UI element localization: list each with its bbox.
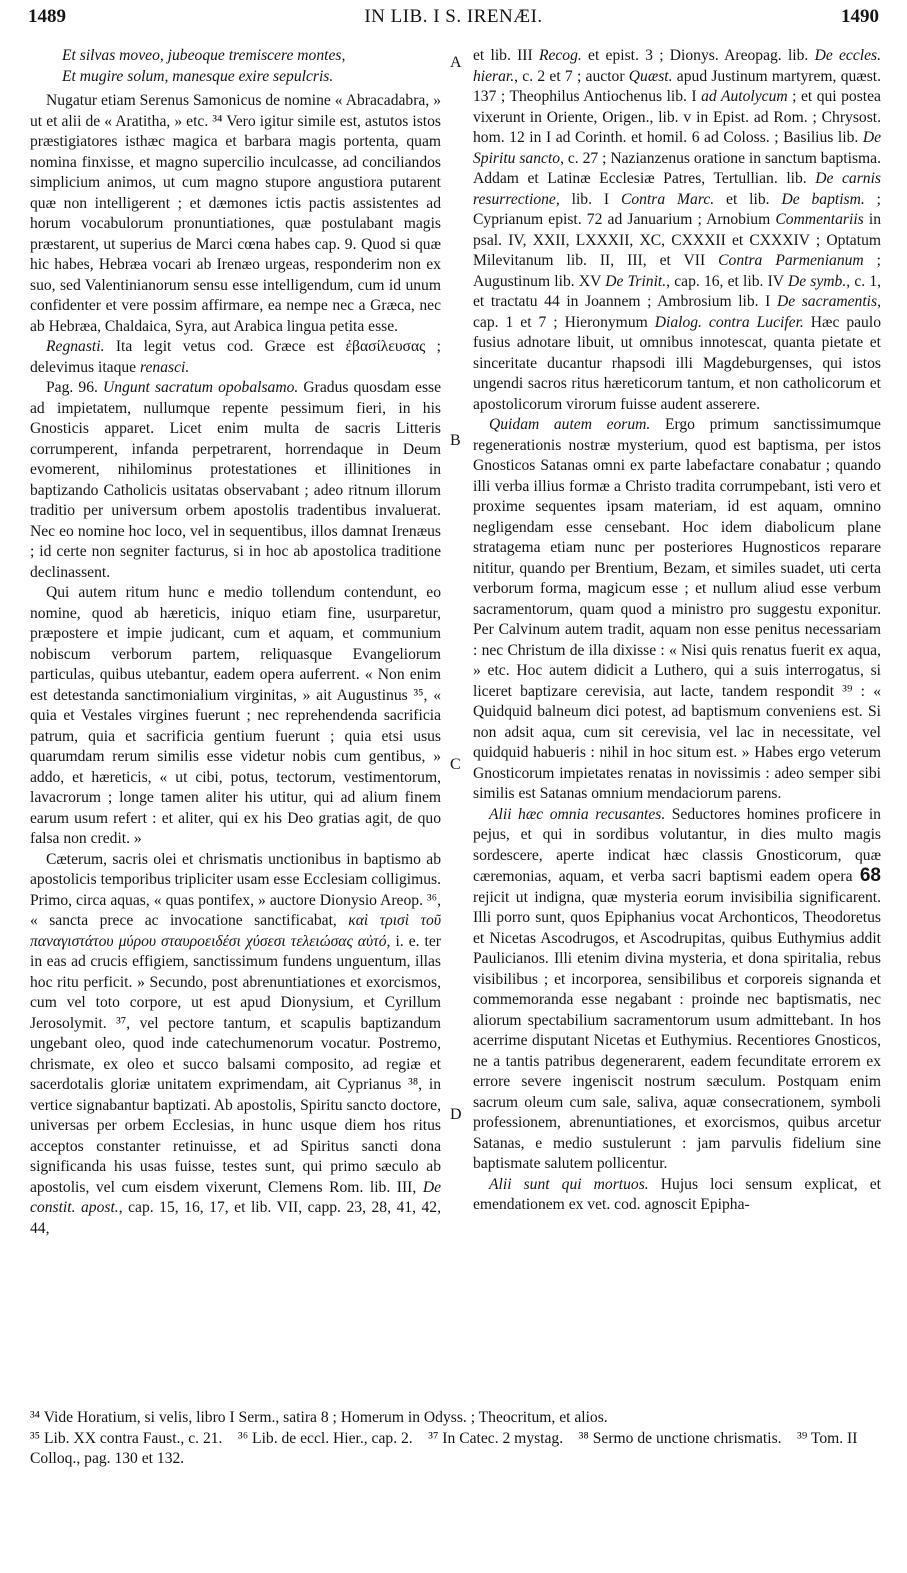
paragraph-ungunt bbox=[30, 378, 441, 583]
footnote-38: ³⁸ Sermo de unctione chrismatis. bbox=[578, 1429, 782, 1447]
text-run: , cap. 16, et lib. IV bbox=[666, 272, 788, 290]
text-run: et epist. 3 ; Dionys. Areopag. lib. bbox=[581, 47, 815, 64]
word-renasci: renasci. bbox=[140, 358, 190, 376]
paragraph-abracadabra: Nugatur etiam Serenus Samonicus de nomine « Abracadabra, » ut et alii de « Aratitha, » etc. ³⁴ Vero igitur simile est, astutos istos præstigiatores isthæc magica et barbara magis portenta, quam nomina finxisse, et magno supercilio inculcasse, ad conciliandos simplicium animos, ut cum magno stupore angustiora putarent quæ non intelligerent ; et dæmones ictis pactis assistentes ad horum vocabulorum pronuntiationes, quæ postulabant magis præstarent, ut superius de Marci cœna habes cap. 9. Quod si quæ hic habes, Hebræa vocari ab Irenæo urgeas, responderim non ex suo, sed Valentinianorum sensu esse intelligendum, cum id unum confidenter et vere possim affirmare, ea nempe nec a Græca, nec ab Hebræa, Chaldaica, Syra, aut Arabica lingua petita esse. bbox=[30, 92, 441, 335]
running-title: IN LIB. I S. IRENÆI. bbox=[364, 6, 543, 27]
title-de-sacramentis: De sacramentis bbox=[776, 293, 878, 310]
paragraph-alii-sunt-text: Hujus loci sensum explicat, et emendationem ex vet. cod. agnoscit Epipha- bbox=[473, 1175, 881, 1213]
paragraph-quidam-autem bbox=[473, 415, 881, 805]
column-marker-b: B bbox=[450, 432, 461, 449]
text-run: , lib. I bbox=[555, 190, 621, 208]
paragraph-qui-autem: Qui autem ritum hunc e medio tollendum contendunt, eo nomine, quod ab hæreticis, iniquo etiam fine, usurparetur, præpostere et impie judicant, cum et aquam, et communium nobiscum verborum partem, reliquasque Evangeliorum particulas, quibus utebantur, eadem opera auferrent. « Non enim est detestanda sanctimonialium virginitas, » ait Augustinus ³⁵, « quia et Vestales virgines fuerunt ; nec reprehendenda sacrificia patrum, quia et sacrificia gentium fuerunt ; quia etsi usus quarumdam rerum similis esse videtur nobis cum gentibus, » addo, et hæreticis, « ut cibi, potus, tectorum, vestimentorum, lavacrorum ; longe tamen aliter his utitur, qui ad alium finem earum usum refert : et aliter, qui ex his Deo gratias agit, de quo falsa non credit. » bbox=[30, 584, 441, 847]
lemma-alii-sunt: Alii sunt qui mortuos. bbox=[489, 1175, 649, 1193]
page-reference: Pag. 96. bbox=[46, 379, 104, 396]
text-run: apud Justinum martyrem, quæst. 137 ; Theophilus Antiochenus lib. I bbox=[473, 67, 881, 105]
title-contra-parmenianum: Contra Parmenianum bbox=[718, 252, 864, 269]
title-dialog-contra-lucifer: Dialog. contra Lucifer. bbox=[654, 313, 804, 331]
left-column bbox=[30, 46, 441, 1239]
text-run: , c. 1, et tractatu 44 in Joannem ; Ambrosium lib. I bbox=[473, 272, 882, 310]
text-run: Hæc paulo fusius adnotare libuit, ut omnibus innotescat, quanta pietate et sinceritate ducantur rhapsodi illi Magdeburgenses, qui istos ungendi sacros ritus hæreticorum tantum, et non catholicorum et apostolicorum virorum fuisse audent asserere. bbox=[473, 313, 881, 413]
title-de-constit: De constit. apost. bbox=[30, 1178, 441, 1216]
title-recog: Recog. bbox=[538, 47, 582, 64]
title-commentariis: Commentariis bbox=[775, 211, 864, 228]
text-run: et lib. bbox=[714, 190, 782, 208]
title-de-trinit: De Trinit. bbox=[605, 272, 667, 290]
text-run: et lib. III bbox=[473, 47, 539, 64]
paragraph-quidam-autem-text: Ergo primum sanctissimumque regenerationis nostræ mysterium, quod est baptisma, per istos Gnosticos Satanas omni ex parte labefactare conabatur ; quando illi verba illius formæ a Christo tradita corrumpebant, isti vero et proxime sequentes ipsam materiam, id est aquam, omnino negligendam esse censebant. Hoc idem diabolicum plane stratagema etiam nunc per posteriores Hugnosticos reparare nititur, quando per Brentium, Bezam, et similes suadet, uti certa verborum forma, magicum esse ; et nullum aliud esse verbum sacramentorum, quam quod a ministro pro suggestu exponitur. Per Calvinum autem tradit, aquam non esse penitus necessariam : nec Christum de illa dixisse : « Nisi quis renatus fuerit ex aqua, » etc. Hoc autem didicit a Luthero, qui a suis interrogatus, si liceret baptizare cerevisia, aut lacte, tandem respondit ³⁹ : « Quidquid balneum dici potest, ad baptismum conveniens est. Si non adsit aqua, cum sit cerevisia, vel lac in necessitate, vel quidquid habueris : nihil in hoc situm est. » Habes ergo veterum Gnosticorum impietates renatas in novissimis : adeo semper sibi similis est Satanas omnium mendaciorum parens. bbox=[473, 416, 881, 802]
paragraph-caeterum bbox=[30, 850, 441, 1240]
title-contra-marc: Contra Marc. bbox=[620, 190, 715, 208]
paragraph-alii-haec-text-a: Seductores homines proficere in pejus, et qui in sordibus volutantur, in dies multo magis sordescere, aperte indicat hæc classis Gnosticorum, quæ cæremonias, aquam, et verba sacri baptismi eadem opera bbox=[473, 805, 881, 885]
lemma-alii-haec: Alii hæc omnia recusantes. bbox=[489, 805, 666, 823]
lemma-quidam-autem: Quidam autem eorum. bbox=[489, 416, 651, 433]
lemma-ungunt: Ungunt sacratum opobalsamo. bbox=[103, 379, 299, 396]
verse-line-1: Et silvas moveo, jubeoque tremiscere montes, bbox=[62, 47, 346, 64]
paragraph-citations bbox=[473, 46, 881, 415]
running-header bbox=[28, 6, 879, 32]
title-de-carnis-resurrectione: De carnis resurrectione bbox=[473, 170, 881, 208]
column-marker-d: D bbox=[450, 1106, 462, 1123]
footnote-36: ³⁶ Lib. de eccl. Hier., cap. 2. bbox=[238, 1429, 413, 1447]
paragraph-ungunt-text: Gradus quosdam esse ad impietatem, nullumque repente pessimum fieri, in his Gnosticis apparet. Licet enim multa de sacris Litteris corrumperent, infanda perpetrarent, horrendaque in Deum evomerent, nihilominus protestationes et illinitiones in baptizando Catholicis usitatas observabant ; adeo ritnum illorum traditio per universum orbem apostolis tradentibus invaluerat. Nec eo nomine hoc loco, vel in sequentibus, illos damnat Irenæus ; id certe non segniter facturus, si in hoc ab apostolica traditione declinassent. bbox=[30, 379, 441, 581]
paragraph-caeterum-text-c: , cap. 15, 16, 17, et lib. VII, capp. 23, 28, 41, 42, 44, bbox=[30, 1199, 441, 1237]
paragraph-alii-haec bbox=[473, 805, 881, 1175]
page-number-right: 1490 bbox=[841, 6, 879, 27]
page-number-left: 1489 bbox=[28, 6, 66, 27]
footnotes bbox=[30, 1408, 880, 1470]
verse-line-2: Et mugire solum, manesque exire sepulcris. bbox=[62, 67, 334, 85]
title-de-spiritu-sancto: De Spiritu sancto bbox=[473, 129, 881, 167]
margin-number-badge: 68 bbox=[859, 865, 881, 886]
title-de-symb: De symb. bbox=[787, 272, 847, 290]
paragraph-caeterum-text-a: Cæterum, sacris olei et chrismatis unctionibus in baptismo ab apostolicis temporibus tripliciter usam esse Ecclesiam colligimus. Primo, circa aquas, « quas pontifex, » auctore Dionysio Areop. ³⁶, « sancta prece ac invocatione sanctificabat, bbox=[30, 850, 441, 929]
paragraph-alii-sunt bbox=[473, 1175, 881, 1216]
column-marker-c: C bbox=[450, 756, 461, 773]
title-quaest: Quæst. bbox=[628, 67, 673, 85]
footnote-34: ³⁴ Vide Horatium, si velis, libro I Serm., satira 8 ; Homerum in Odyss. ; Theocritum, et alios. bbox=[30, 1409, 608, 1426]
footnote-37: ³⁷ In Catec. 2 mystag. bbox=[428, 1429, 564, 1447]
paragraph-regnasti bbox=[30, 337, 441, 378]
lemma-regnasti: Regnasti. bbox=[46, 338, 105, 355]
paragraph-regnasti-text: Ita legit vetus cod. Græce est ἐβασίλευσας ; delevimus itaque bbox=[30, 338, 441, 376]
column-marker-a: A bbox=[450, 54, 462, 71]
text-run: ; Augustinum lib. XV bbox=[473, 252, 881, 290]
text-run: ; et qui postea vixerunt in Oriente, Origen., lib. v in Epist. ad Rom. ; Chrysost. hom. 12 in I ad Corinth. et homil. 6 ad Coloss. ; Basilius lib. bbox=[473, 88, 881, 146]
text-run: , cap. 1 et 7 ; Hieronymum bbox=[473, 293, 881, 331]
text-run: in psal. IV, XXII, LXXXII, XC, CXXXII et CXXXIV ; Optatum Milevitanum lib. II, III, et VII bbox=[473, 211, 881, 269]
paragraph-alii-haec-text-b: rejicit ut indigna, quæ mysteria eorum invisibilia significarent. Illi porro sunt, quos Epiphanius vocat Archonticos, Theodoretus et Nicetas Ascodrugos, et Ascodrupitas, quibus Euthymius addit Paulicianos. Illi etenim divina mysteria, et dona spiritalia, rebus visibilibus ; et incorporea, sensibilibus et corporeis signanda et commemoranda esse negabant : proinde nec baptismatis, nec aliorum spectabilium sacramentorum usum admittebant. In hos acerrime disputant Nicetas et Euthymius. Recentiores Gnosticos, ne a tantis patribus degenerarent, eadem fecunditate errorem ex errore severe ingeniscit nostrum sæculum. Postquam enim sacrum oleum cum sale, saliva, aquæ consecrationem, symboli professionem, abrenuntiationes, et exorcismos, quibus arcetur Satanas, e medio sustulerunt : jam parvulis fidelium sine baptismate salutem pollicentur. bbox=[473, 888, 881, 1172]
verse-quote bbox=[30, 46, 441, 87]
footnote-39: ³⁹ Tom. II Colloq., pag. 130 et 132. bbox=[30, 1429, 858, 1467]
title-ad-autolycum: ad Autolycum bbox=[701, 88, 788, 105]
text-run: , c. 27 ; Nazianzenus oratione in sanctum baptisma. Addam et Latinæ Ecclesiæ Patres, Tertullian. lib. bbox=[473, 149, 881, 187]
text-run: , c. 2 et 7 ; auctor bbox=[514, 67, 629, 85]
right-column bbox=[473, 46, 881, 1216]
title-de-eccles: De eccles. hierar. bbox=[473, 47, 881, 85]
text-run: ; Cyprianum epist. 72 ad Januarium ; Arnobium bbox=[473, 190, 882, 228]
footnote-35: ³⁵ Lib. XX contra Faust., c. 21. bbox=[30, 1429, 223, 1447]
footnote-line-2 bbox=[30, 1429, 880, 1470]
title-de-baptism: De baptism. bbox=[781, 190, 865, 208]
greek-quotation: καὶ τρισὶ τοῦ παναγιστάτου μύρου σταυροειδέσι χύσεσι τελειώσας αὐτό, bbox=[30, 912, 441, 950]
paragraph-caeterum-text-b: i. e. ter in eas ad crucis effigiem, sanctissimum fundens unguentum, illas hoc ritu perficit. » Secundo, post abrenuntiationes et exorcismos, cum vel toto corpore, ut est apud Dionysium, et Cyrillum Jerosolymit. ³⁷, vel pectore tantum, et scapulis baptizandum ungebant oleo, quod inde catechumenorum vocatur. Postremo, chrismate, ex oleo et succo balsami composito, ad regiæ et sacerdotalis gloriæ unitatem exprimendam, ait Cyprianus ³⁸, in vertice signabantur baptizati. Ab apostolis, Spiritu sancto doctore, universas per orbem Ecclesias, in hunc usque diem hos ritus acceptos constanter retinuisse, et ad Spiritus sancti dona significanda his usas fuisse, testes sunt, qui primo sæculo ab apostolis, vel cum eisdem vixerunt, Clemens Rom. lib. III, bbox=[30, 932, 441, 1196]
